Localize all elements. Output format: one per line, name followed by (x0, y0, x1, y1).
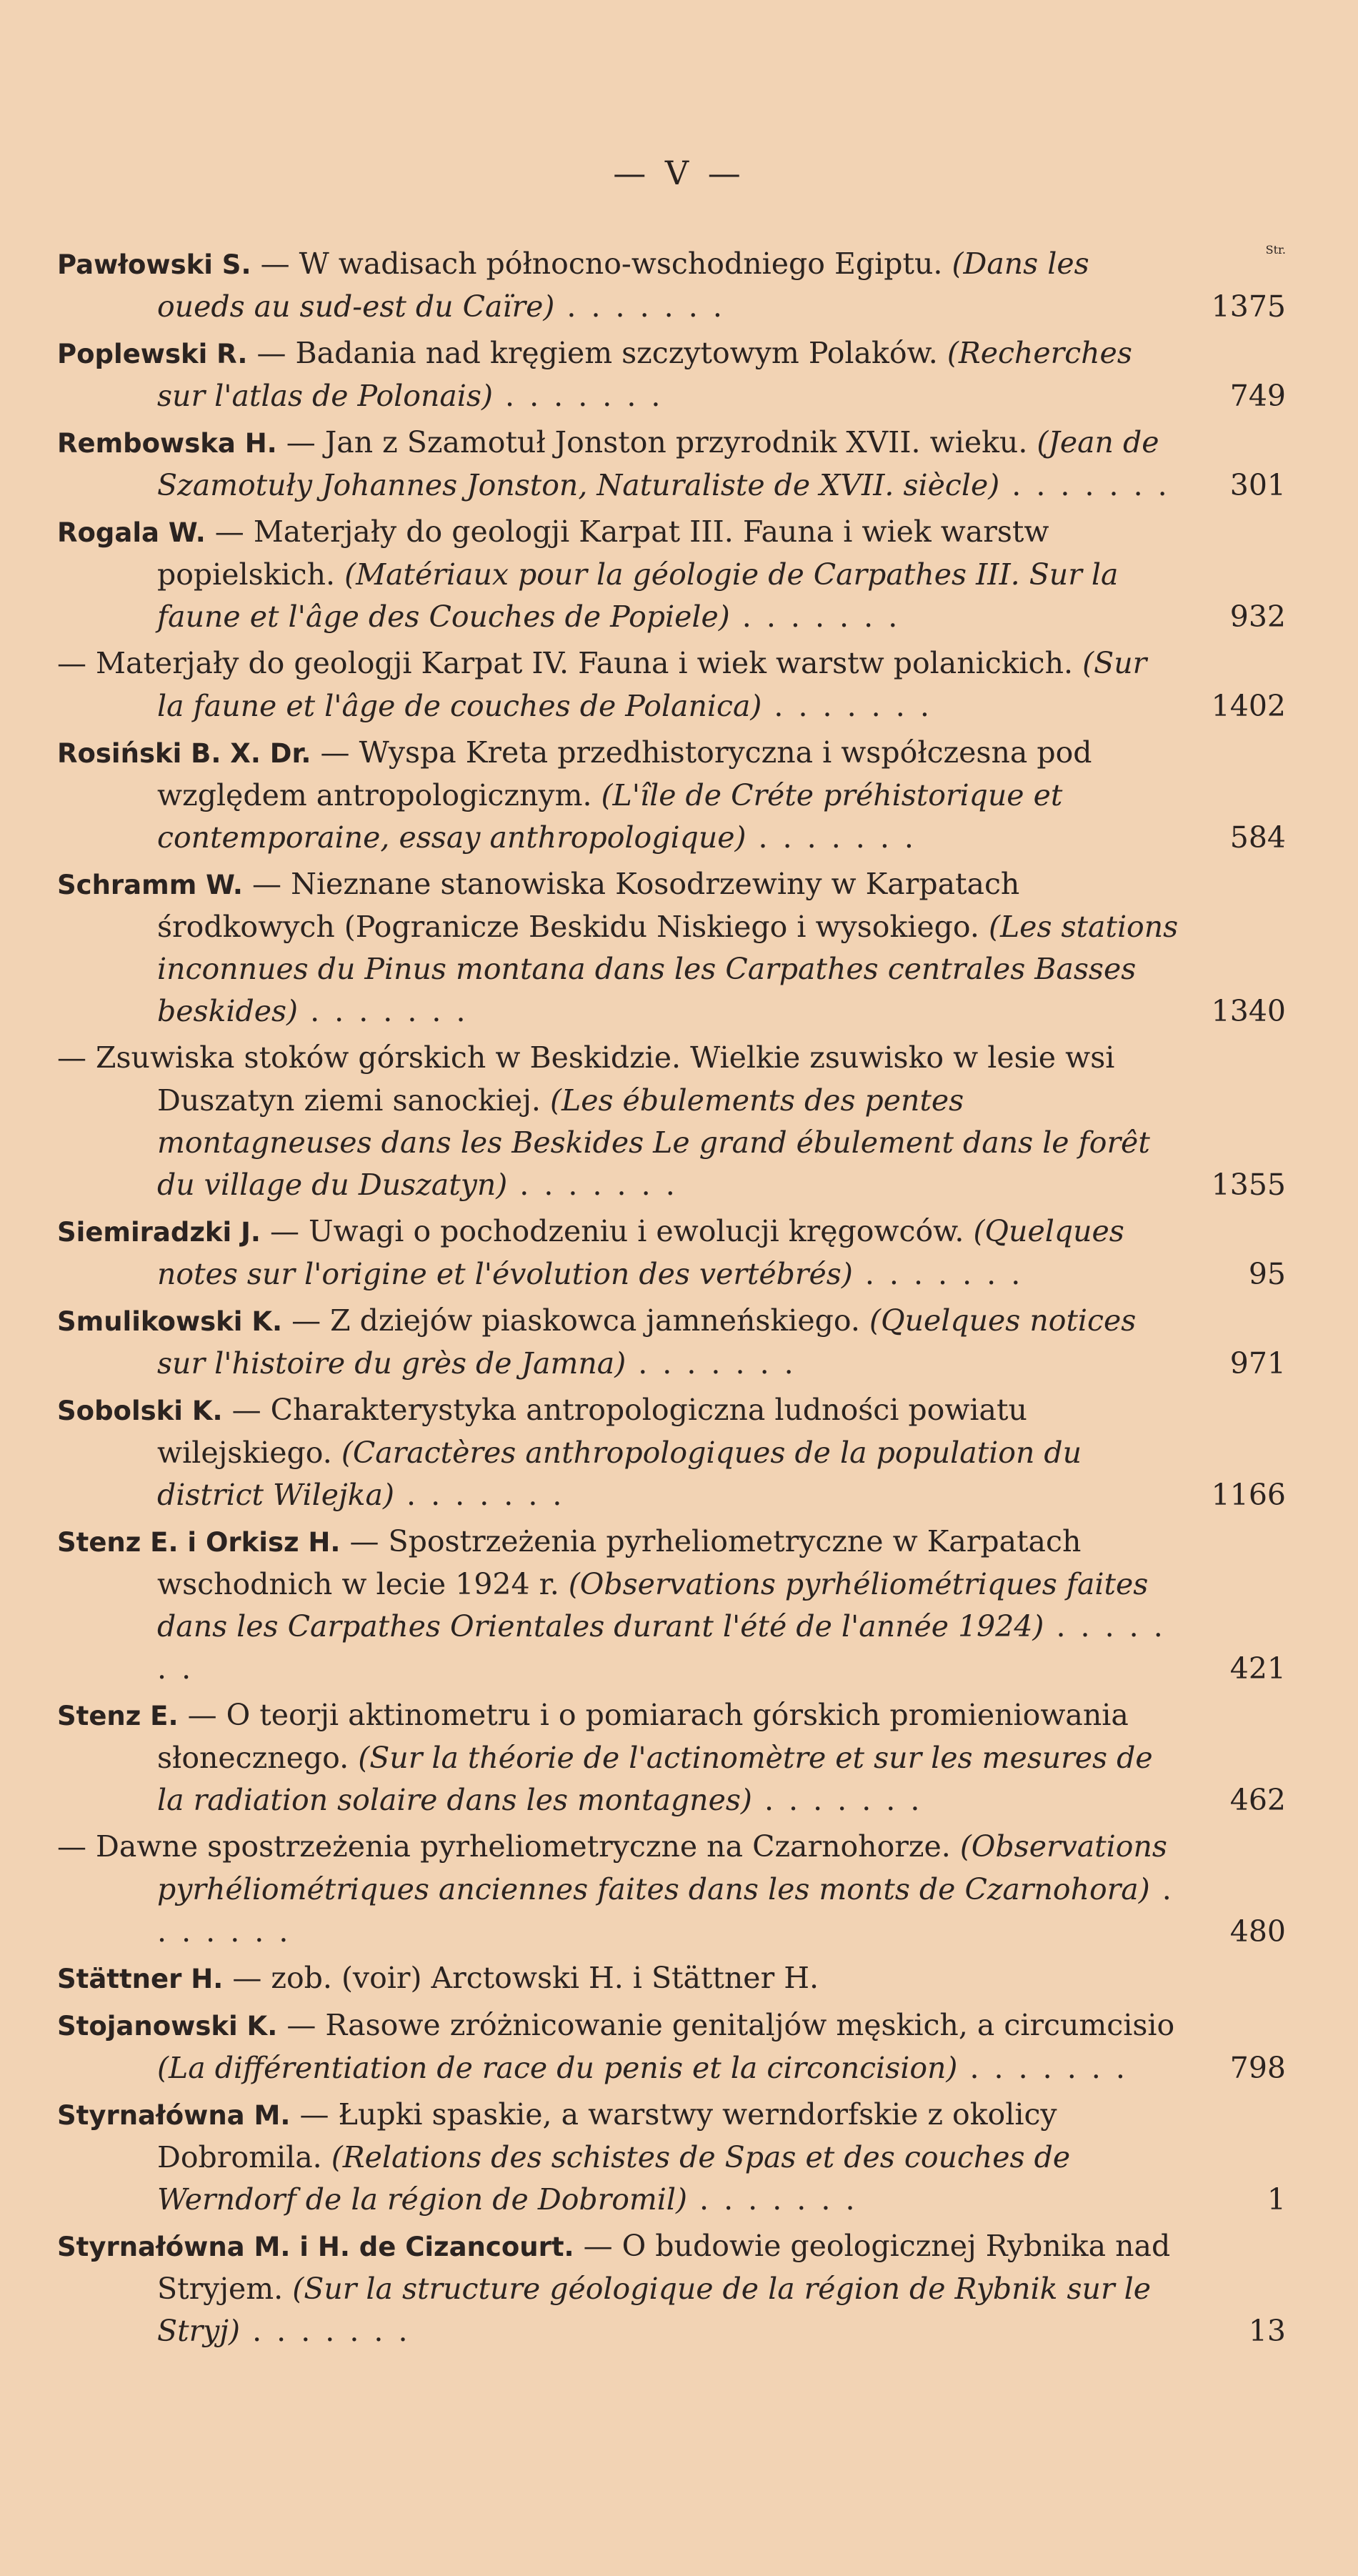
entry-author: Stenz E. i Orkisz H. (57, 1527, 341, 1558)
entry-title: — Rasowe zróżnicowanie genitaljów męskich, a circumcisio (286, 2008, 1175, 2042)
entry-title: — Materjały do geologji Karpat IV. Fauna i wiek warstw polanickich. (57, 646, 1074, 680)
entry-author: Rogala W. (57, 517, 206, 548)
entry-translation: (Matériaux pour la géologie de Carpathes III. Sur la faune et l'âge des Couches de Popiele) (157, 557, 1119, 634)
entry-translation: (Sur la structure géologique de la région de Rybnik sur le Stryj) (157, 2272, 1151, 2348)
index-entry (57, 2004, 1286, 2089)
leader-dots: . . . . . . . (492, 379, 664, 413)
entry-author: Pawłowski S. (57, 249, 251, 280)
entry-page-number: 971 (1229, 1346, 1286, 1381)
entry-author: Sobolski K. (57, 1396, 223, 1426)
entry-page-number: 798 (1229, 2051, 1286, 2085)
entry-page-number: 1355 (1211, 1168, 1286, 1202)
entry-translation: (Relations des schistes de Spas et des couches de Werndorf de la région de Dobromil) (157, 2140, 1071, 2217)
entry-author: Poplewski R. (57, 339, 248, 369)
index-entry (57, 332, 1286, 417)
page-header: — V — (613, 154, 745, 192)
entry-translation: (Quelques notes sur l'origine et l'évolution des vertébrés) (157, 1214, 1124, 1291)
entry-author: Rembowska H. (57, 428, 277, 459)
entry-author: Styrnałówna M. (57, 2100, 291, 2131)
entry-translation: (Observations pyrhéliométriques faites dans les Carpathes Orientales durant l'été de l'année 1924) (157, 1567, 1149, 1643)
entry-page-number: 462 (1229, 1783, 1286, 1817)
entry-page-number: 1166 (1211, 1478, 1286, 1512)
entry-page-number: 480 (1229, 1914, 1286, 1949)
leader-dots: . . . . . . . (752, 1783, 923, 1817)
index-entry (57, 1389, 1286, 1516)
index-entry (57, 243, 1286, 328)
entry-title: — Wyspa Kreta przedhistoryczna i współczesna pod względem antropologicznym. (157, 735, 1092, 812)
entry-container (57, 243, 1286, 2352)
entry-title: — zob. (voir) Arctowski H. i Stättner H. (232, 1961, 819, 1995)
leader-dots: . . . . . . . (157, 1609, 1166, 1686)
entry-translation: (Jean de Szamotuły Johannes Jonston, Naturaliste de XVII. siècle) (157, 425, 1159, 502)
leader-dots: . . . . . . . (394, 1478, 565, 1512)
leader-dots: . . . . . . . (999, 468, 1170, 502)
leader-dots: . . . . . . . (626, 1346, 797, 1381)
entry-translation: (Observations pyrhéliométriques anciennes faites dans les monts de Czarnohora) (157, 1829, 1167, 1906)
entry-page-number: 932 (1229, 600, 1286, 634)
index-entry (57, 1957, 1286, 2000)
index-entry (57, 863, 1286, 1033)
entry-translation: (Les ébulements des pentes montagneuses dans les Beskides Le grand ébulement dans le forêt du village du Duszatyn) (157, 1083, 1150, 1202)
entry-page-number: 421 (1229, 1651, 1286, 1686)
index-entry (57, 2094, 1286, 2221)
index-entry (57, 2225, 1286, 2352)
entry-page-number: 301 (1229, 468, 1286, 502)
entry-page-number: 95 (1248, 1257, 1286, 1291)
entry-author: Stojanowski K. (57, 2011, 278, 2042)
entry-translation: (Recherches sur l'atlas de Polonais) (157, 336, 1132, 413)
leader-dots: . . . . . . . (157, 1872, 1174, 1949)
index-entry (57, 511, 1286, 638)
entry-author: Smulikowski K. (57, 1306, 283, 1337)
entry-title: — Z dziejów piaskowca jamneńskiego. (291, 1303, 860, 1338)
leader-dots: . . . . . . . (746, 820, 917, 855)
entry-title: — Badania nad kręgiem szczytowym Polaków. (256, 336, 938, 370)
index-entry (57, 1694, 1286, 1821)
entry-title: — Materjały do geologji Karpat III. Fauna i wiek warstw popielskich. (157, 514, 1049, 592)
index-entry (57, 1300, 1286, 1385)
entry-author: Stättner H. (57, 1964, 224, 1994)
leader-dots: . . . . . . . (507, 1168, 678, 1202)
entry-translation: (Caractères anthropologiques de la population du district Wilejka) (157, 1436, 1082, 1512)
index-list (57, 243, 1286, 2357)
leader-dots: . . . . . . . (298, 994, 469, 1028)
index-entry (57, 642, 1286, 727)
entry-title: — Nieznane stanowiska Kosodrzewiny w Karpatach środkowych (Pogranicze Beskidu Niskiego i wysokiego. (157, 867, 1020, 944)
page-column-label: Str. (1265, 243, 1286, 257)
entry-translation: (La différentiation de race du penis et la circoncision) (157, 2051, 958, 2085)
entry-translation: (Les stations inconnues du Pinus montana dans les Carpathes centrales Basses beskides) (157, 910, 1179, 1028)
entry-page-number: 1402 (1211, 689, 1286, 723)
entry-translation: (Sur la théorie de l'actinomètre et sur les mesures de la radiation solaire dans les montagnes) (157, 1741, 1153, 1817)
entry-author: Rosiński B. X. Dr. (57, 738, 311, 769)
leader-dots: . . . . . . . (852, 1257, 1024, 1291)
entry-translation: (L'île de Créte préhistorique et contemporaine, essay anthropologique) (157, 778, 1063, 855)
entry-page-number: 13 (1248, 2314, 1286, 2348)
entry-title: — O budowie geologicznej Rybnika nad Stryjem. (157, 2229, 1171, 2306)
index-entry (57, 732, 1286, 859)
entry-translation: (Dans les oueds au sud-est du Caïre) (157, 247, 1089, 324)
leader-dots: . . . . . . . (957, 2051, 1128, 2085)
entry-page-number: 584 (1229, 820, 1286, 855)
entry-title: — O teorji aktinometru i o pomiarach górskich promieniowania słonecznego. (157, 1698, 1129, 1775)
entry-translation: (Sur la faune et l'âge de couches de Polanica) (157, 646, 1147, 723)
entry-page-number: 1 (1267, 2182, 1286, 2217)
entry-author: Siemiradzki J. (57, 1217, 261, 1248)
entry-page-number: 749 (1229, 379, 1286, 413)
index-entry (57, 422, 1286, 507)
entry-title: — Zsuwiska stoków górskich w Beskidzie. Wielkie zsuwisko w lesie wsi Duszatyn ziemi sanockiej. (57, 1040, 1115, 1118)
entry-author: Schramm W. (57, 870, 243, 900)
leader-dots: . . . . . . . (240, 2314, 411, 2348)
index-entry (57, 1210, 1286, 1296)
index-entry (57, 1521, 1286, 1690)
entry-title: — W wadisach północno-wschodniego Egiptu. (260, 247, 943, 281)
entry-title: — Spostrzeżenia pyrheliometryczne w Karpatach wschodnich w lecie 1924 r. (157, 1524, 1082, 1601)
index-entry (57, 1826, 1286, 1953)
entry-author: Stenz E. (57, 1701, 179, 1731)
index-entry (57, 1037, 1286, 1206)
entry-title: — Charakterystyka antropologiczna ludności powiatu wilejskiego. (157, 1393, 1027, 1470)
leader-dots: . . . . . . . (554, 289, 725, 324)
leader-dots: . . . . . . . (729, 600, 901, 634)
entry-title: — Uwagi o pochodzeniu i ewolucji kręgowców. (269, 1214, 964, 1248)
entry-author: Styrnałówna M. i H. de Cizancourt. (57, 2232, 574, 2262)
entry-page-number: 1375 (1211, 289, 1286, 324)
entry-translation: (Quelques notices sur l'histoire du grès de Jamna) (157, 1303, 1137, 1381)
entry-page-number: 1340 (1211, 994, 1286, 1028)
leader-dots: . . . . . . . (687, 2182, 858, 2217)
entry-title: — Łupki spaskie, a warstwy werndorfskie z okolicy Dobromila. (157, 2097, 1057, 2174)
entry-title: — Jan z Szamotuł Jonston przyrodnik XVII. wieku. (286, 425, 1028, 459)
entry-title: — Dawne spostrzeżenia pyrheliometryczne na Czarnohorze. (57, 1829, 951, 1864)
leader-dots: . . . . . . . (762, 689, 932, 723)
